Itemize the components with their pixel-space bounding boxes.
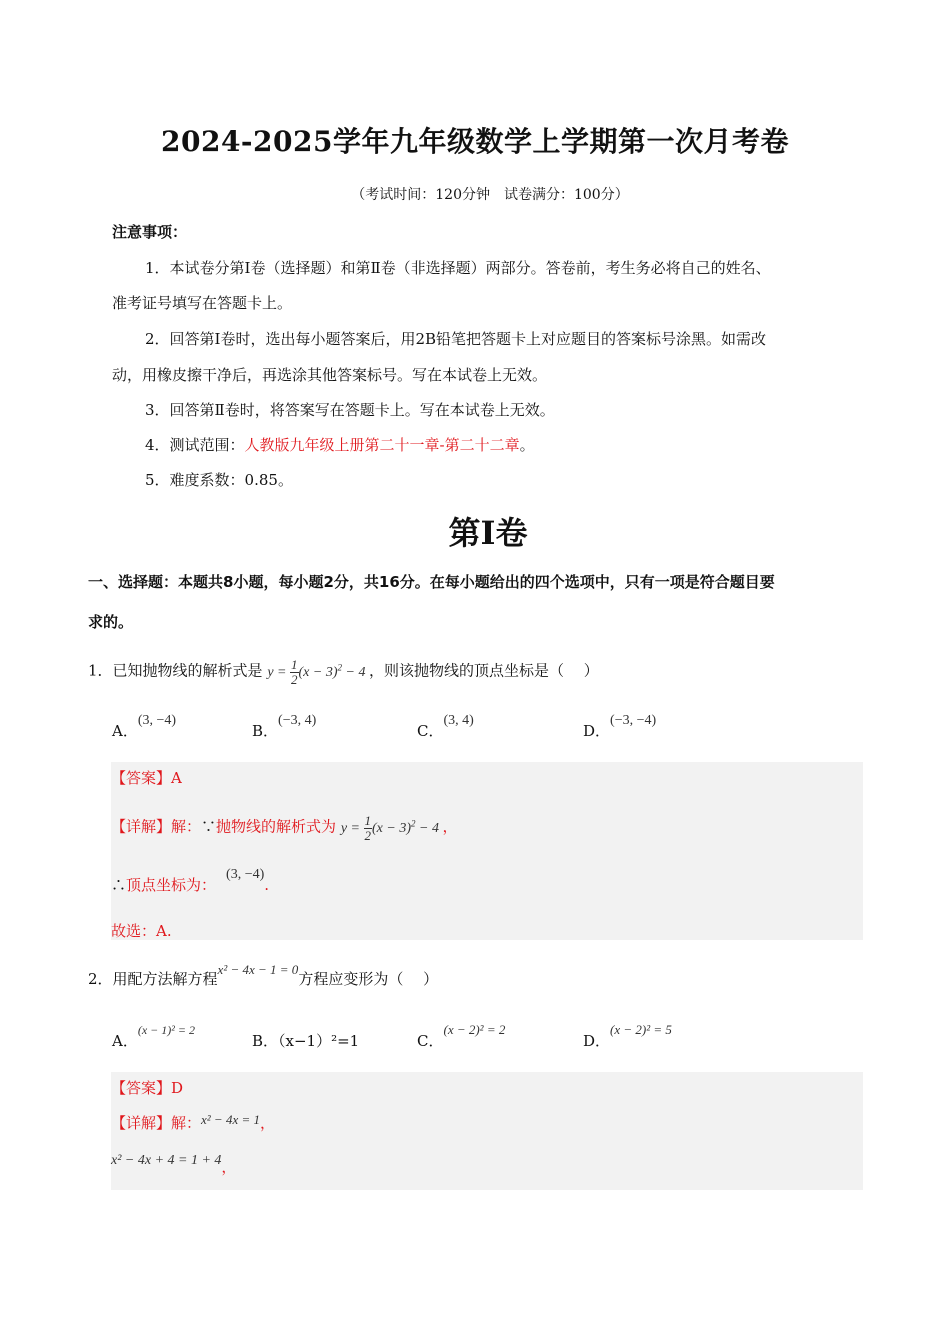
option-value: (3, 4) <box>443 713 474 728</box>
detail-label: 【详解】解： <box>111 817 202 836</box>
q2-option-b <box>252 1030 359 1051</box>
fraction-denominator: 2 <box>291 672 298 687</box>
q1-option-d <box>583 713 657 741</box>
q2-option-d <box>583 1022 672 1051</box>
comma: ， <box>442 817 458 836</box>
part-heading-line-1: 一、选择题：本题共8小题，每小题2分，共16分。在每小题给出的四个选项中，只有一项是符合题目要 <box>88 573 775 591</box>
notice-title: 注意事项： <box>112 223 188 241</box>
q1-detail-expression <box>340 813 443 843</box>
question-1-stem <box>88 658 599 687</box>
question-2-prefix: 2．用配方法解方程 <box>88 970 218 988</box>
q1-option-c <box>417 713 474 741</box>
q1-detail <box>111 814 457 843</box>
option-value: (x − 2)² = 5 <box>610 1022 672 1037</box>
expr-rhs-b: − 4 <box>415 820 439 836</box>
page-title: 2024-2025学年九年级数学上学期第一次月考卷 <box>161 125 789 158</box>
question-2-expression: x² − 4x − 1 = 0 <box>217 962 299 977</box>
q1-answer: 【答案】A <box>111 769 182 787</box>
detail-text: 抛物线的解析式为 <box>216 817 337 836</box>
option-label: C． <box>417 1032 444 1050</box>
question-1-suffix: ，则该抛物线的顶点坐标是（ ） <box>368 661 599 680</box>
therefore-symbol: ∴ <box>111 876 127 894</box>
q1-choose: 故选：A. <box>111 922 172 940</box>
q1-option-b <box>252 713 317 741</box>
expr-rhs-a: (x − 3) <box>298 664 338 680</box>
q1-answer-box <box>111 762 863 940</box>
option-value: （x−1）²=1 <box>278 1032 360 1050</box>
q2-detail <box>111 1112 275 1133</box>
option-value: (x − 1)² = 2 <box>137 1023 195 1037</box>
option-value: (−3, −4) <box>610 713 657 728</box>
notice-item-1-line-1: 1．本试卷分第Ⅰ卷（选择题）和第Ⅱ卷（非选择题）两部分。答卷前，考生务必将自己的姓名、 <box>145 259 771 277</box>
exam-info: （考试时间：120分钟 试卷满分：100分） <box>351 187 629 203</box>
option-label: D． <box>583 722 611 740</box>
option-label: A． <box>112 1032 138 1050</box>
expr-lhs: y = <box>267 664 287 680</box>
detail-label: 【详解】解： <box>111 1114 202 1132</box>
question-1-prefix: 1．已知抛物线的解析式是 <box>88 661 263 680</box>
option-label: B． <box>252 1032 279 1050</box>
question-2-stem <box>88 962 439 989</box>
notice-item-4-prefix: 4．测试范围： <box>145 436 245 454</box>
q1-option-a <box>112 713 177 741</box>
section-title: 第Ⅰ卷 <box>448 514 528 552</box>
option-label: C． <box>417 722 444 740</box>
fraction-denominator: 2 <box>364 828 371 843</box>
vertex-text: 顶点坐标为： <box>126 876 217 894</box>
expr-rhs-b: − 4 <box>342 664 366 680</box>
option-label: A． <box>112 722 138 740</box>
q2-step <box>111 1148 237 1176</box>
notice-item-2-line-1: 2．回答第Ⅰ卷时，选出每小题答案后，用2B铅笔把答题卡上对应题目的答案标号涂黑。如需改 <box>145 330 767 348</box>
notice-item-4 <box>145 434 535 455</box>
expr-exponent: 2 <box>411 818 416 829</box>
q2-answer-box <box>111 1072 863 1190</box>
period: . <box>264 876 270 894</box>
expr-exponent: 2 <box>337 662 342 673</box>
because-symbol: ∵ <box>201 817 217 836</box>
fraction <box>364 814 373 843</box>
notice-item-5: 5．难度系数：0.85。 <box>145 471 293 489</box>
comma: ， <box>260 1114 276 1132</box>
q1-vertex-line <box>111 867 270 895</box>
test-range: 人教版九年级上册第二十一章-第二十二章 <box>244 436 520 454</box>
vertex-value: (3, −4) <box>226 867 265 882</box>
question-2-suffix: 方程应变形为（ ） <box>298 970 439 988</box>
option-value: (−3, 4) <box>278 713 317 728</box>
option-label: D． <box>583 1032 611 1050</box>
notice-item-2-line-2: 动，用橡皮擦干净后，再选涂其他答案标号。写在本试卷上无效。 <box>112 366 548 384</box>
option-label: B． <box>252 722 279 740</box>
step-expression: x² − 4x + 4 = 1 + 4 <box>111 1153 222 1168</box>
expr-lhs: y = <box>340 820 360 836</box>
option-value: (x − 2)² = 2 <box>443 1022 506 1037</box>
notice-item-4-suffix: 。 <box>519 436 535 454</box>
fraction-numerator: 1 <box>291 657 298 672</box>
expr-rhs-a: (x − 3) <box>372 820 411 836</box>
q2-option-c <box>417 1022 506 1051</box>
notice-item-3: 3．回答第Ⅱ卷时，将答案写在答题卡上。写在本试卷上无效。 <box>145 401 555 419</box>
q2-answer: 【答案】D <box>111 1079 184 1097</box>
q2-option-a <box>112 1023 195 1051</box>
question-1-expression <box>267 657 369 687</box>
comma: ， <box>221 1158 237 1176</box>
part-heading-line-2: 求的。 <box>88 613 134 631</box>
fraction <box>290 658 299 687</box>
option-value: (3, −4) <box>137 713 177 728</box>
detail-expression: x² − 4x = 1 <box>201 1112 260 1127</box>
notice-item-1-line-2: 准考证号填写在答题卡上。 <box>112 294 293 312</box>
fraction-numerator: 1 <box>364 813 371 828</box>
